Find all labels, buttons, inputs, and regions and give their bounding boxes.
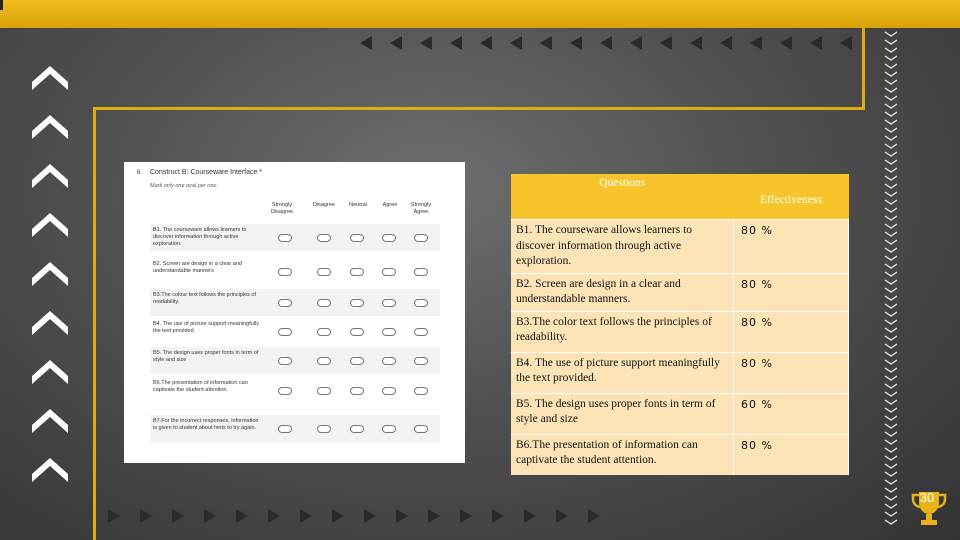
radio-option[interactable] (278, 328, 292, 336)
form-row (150, 224, 440, 251)
chevron-up-icon (28, 297, 72, 341)
chevron-up-icon (28, 395, 72, 439)
chevron-up-icon (28, 248, 72, 292)
chevron-down-column (880, 30, 902, 528)
question-cell: B1. The courseware allows learners to discover information through active exploration. (511, 220, 734, 274)
table-row (511, 273, 849, 311)
radio-option[interactable] (350, 387, 364, 395)
question-cell: B2. Screen are design in a clear and understandable manners. (511, 273, 734, 311)
form-row (150, 318, 440, 345)
radio-option[interactable] (350, 328, 364, 336)
radio-option[interactable] (382, 425, 396, 433)
effectiveness-cell: 80 % (734, 311, 849, 352)
form-row (150, 289, 440, 316)
row-label: B2. Screen are design in a clear and understandable manners (153, 261, 242, 274)
table-row (511, 311, 849, 352)
radio-option[interactable] (382, 328, 396, 336)
column-header: Agree (382, 202, 398, 208)
table-row (511, 220, 849, 274)
chevron-up-icon (28, 444, 72, 488)
frame-line-right (862, 28, 865, 110)
arrow-right-row (104, 507, 604, 525)
table-header-row (511, 174, 849, 220)
radio-option[interactable] (382, 357, 396, 365)
effectiveness-cell: 80 % (734, 273, 849, 311)
radio-option[interactable] (317, 387, 331, 395)
question-cell: B4. The use of picture support meaningfully the text provided. (511, 352, 734, 393)
frame-line-left (93, 107, 96, 540)
radio-option[interactable] (317, 268, 331, 276)
radio-option[interactable] (414, 268, 428, 276)
frame-line-top (93, 107, 865, 110)
radio-option[interactable] (350, 299, 364, 307)
radio-option[interactable] (317, 328, 331, 336)
row-label: B5. The design uses proper fonts in term of style and size (153, 350, 259, 363)
radio-option[interactable] (317, 299, 331, 307)
row-label: B1. The courseware allows learners to discover information through active exploration. (153, 227, 247, 247)
question-cell: B6.The presentation of information can captivate the student attention. (511, 434, 734, 475)
form-row (150, 377, 440, 404)
page-number: 30 (919, 490, 935, 505)
effectiveness-cell: 80 % (734, 220, 849, 274)
effectiveness-cell: 60 % (734, 393, 849, 434)
header-questions: Questions (511, 174, 734, 220)
radio-option[interactable] (317, 234, 331, 242)
row-label: B7.For the incorrect responses, information is given to student about hints to try again. (153, 418, 259, 431)
row-label: B4. The use of picture support meaningfully the text provided (153, 321, 259, 334)
radio-option[interactable] (278, 299, 292, 307)
row-label: B6.The presentation of information can captivate the student attention. (153, 380, 248, 393)
question-cell: B5. The design uses proper fonts in term of style and size (511, 393, 734, 434)
effectiveness-table (511, 174, 849, 475)
radio-option[interactable] (317, 357, 331, 365)
chevron-up-icon (28, 346, 72, 390)
radio-option[interactable] (278, 387, 292, 395)
question-title: Construct B: Courseware Interface * (150, 169, 263, 176)
radio-option[interactable] (278, 357, 292, 365)
table-row (511, 352, 849, 393)
row-label: B3.The colour text follows the principles of readability. (153, 292, 257, 305)
form-row (150, 258, 440, 285)
radio-option[interactable] (414, 299, 428, 307)
radio-option[interactable] (414, 387, 428, 395)
radio-option[interactable] (382, 387, 396, 395)
radio-option[interactable] (350, 268, 364, 276)
radio-option[interactable] (414, 357, 428, 365)
chevron-up-icon (28, 150, 72, 194)
chevron-up-icon (28, 199, 72, 243)
form-row (150, 415, 440, 442)
banner-mark (0, 0, 3, 10)
column-header: Disagree (312, 202, 335, 208)
radio-option[interactable] (382, 234, 396, 242)
column-header: Strongly Agree (410, 202, 432, 215)
top-banner (0, 0, 960, 28)
radio-option[interactable] (317, 425, 331, 433)
arrow-left-row (356, 33, 856, 53)
radio-option[interactable] (414, 425, 428, 433)
form-row (150, 347, 440, 374)
radio-option[interactable] (350, 425, 364, 433)
radio-option[interactable] (350, 357, 364, 365)
radio-option[interactable] (350, 234, 364, 242)
radio-option[interactable] (278, 234, 292, 242)
chevron-up-icon (28, 52, 72, 96)
question-note: Mark only one oval per row. (150, 183, 218, 189)
radio-option[interactable] (278, 268, 292, 276)
radio-option[interactable] (414, 328, 428, 336)
header-effectiveness: Effectiveness (734, 174, 849, 220)
effectiveness-cell: 80 % (734, 434, 849, 475)
radio-option[interactable] (414, 234, 428, 242)
table-row (511, 434, 849, 475)
column-header: Strongly Disagree (270, 202, 293, 215)
chevron-up-icon (28, 101, 72, 145)
question-number: 6. (137, 170, 143, 176)
table-row (511, 393, 849, 434)
question-cell: B3.The color text follows the principles of readability. (511, 311, 734, 352)
radio-option[interactable] (278, 425, 292, 433)
column-header: Neutral (349, 202, 367, 208)
survey-form-screenshot (124, 162, 465, 463)
radio-option[interactable] (382, 299, 396, 307)
chevron-up-column (28, 52, 84, 493)
radio-option[interactable] (382, 268, 396, 276)
effectiveness-cell: 80 % (734, 352, 849, 393)
